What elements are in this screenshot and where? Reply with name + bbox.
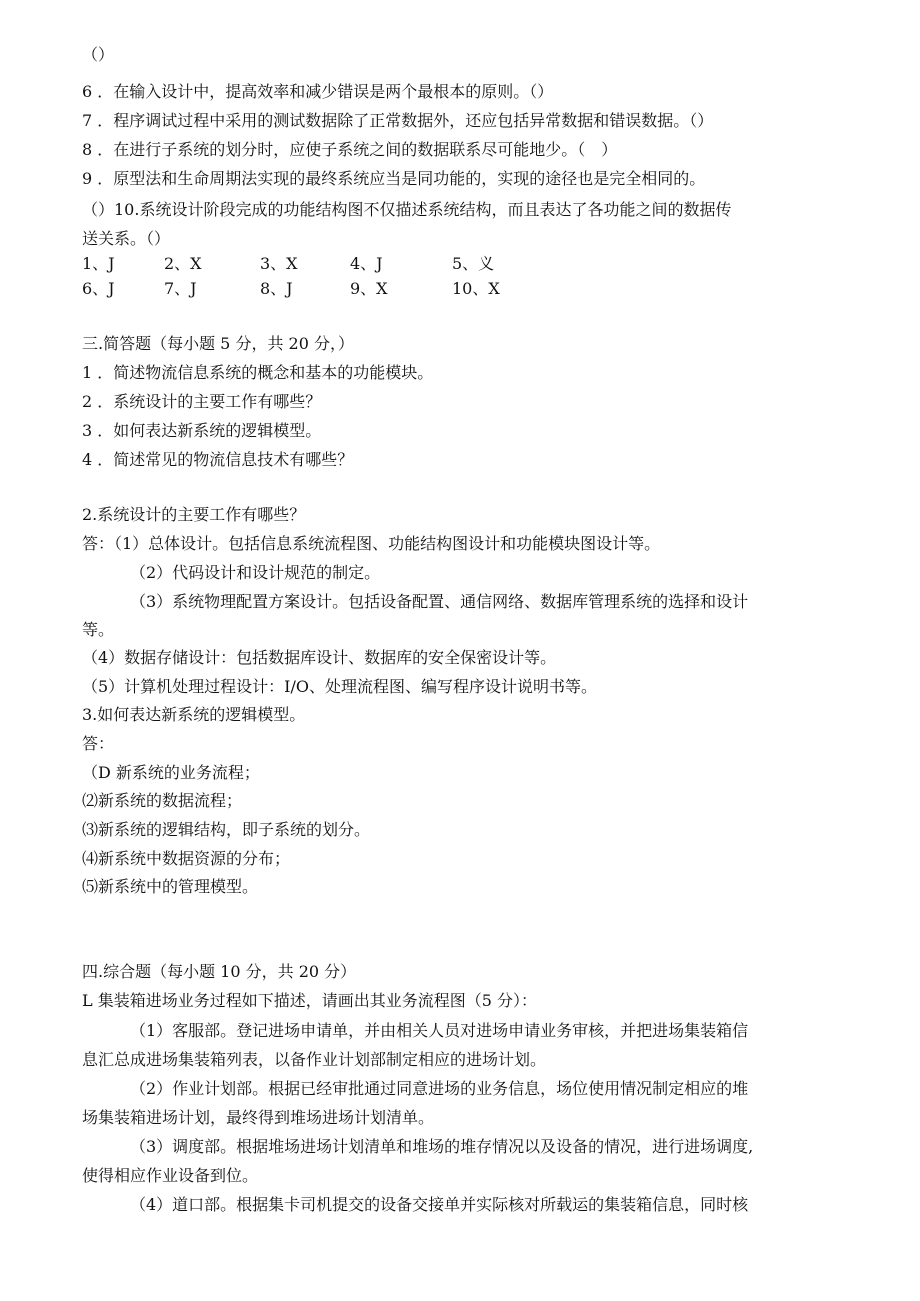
answer-2-title: 2.系统设计的主要工作有哪些？ (82, 505, 306, 524)
answer-1: 1、J (82, 254, 115, 273)
answer-2: 2、X (164, 254, 202, 273)
short-question-2: 2 ．系统设计的主要工作有哪些？ (82, 392, 322, 411)
process-2-line-2: 场集装箱进场计划，最终得到堆场进场计划清单。 (82, 1108, 435, 1127)
section-4-intro: L 集装箱进场业务过程如下描述，请画出其业务流程图（5 分）： (82, 991, 537, 1010)
answer-10: 10、X (452, 279, 500, 298)
short-question-1: 1 ．简述物流信息系统的概念和基本的功能模块。 (82, 363, 434, 382)
process-3-line-2: 使得相应作业设备到位。 (82, 1166, 259, 1185)
short-question-4: 4 ．简述常见的物流信息技术有哪些？ (82, 450, 354, 469)
answer-2-item-4: （4）数据存储设计：包括数据库设计、数据库的安全保密设计等。 (82, 648, 557, 667)
question-9: 9 ．原型法和生命周期法实现的最终系统应当是同功能的，实现的途径也是完全相同的。 (82, 169, 706, 188)
answer-2-item-1: 答：（1）总体设计。包括信息系统流程图、功能结构图设计和功能模块图设计等。 (82, 534, 661, 553)
answer-2-item-3: （3）系统物理配置方案设计。包括设备配置、通信网络、数据库管理系统的选择和设计 (130, 592, 749, 611)
answer-4: 4、J (350, 254, 383, 273)
process-2-line-1: （2）作业计划部。根据已经审批通过同意进场的业务信息，场位使用情况制定相应的堆 (130, 1079, 749, 1098)
short-question-3: 3 ．如何表达新系统的逻辑模型。 (82, 421, 322, 440)
question-10: （）10.系统设计阶段完成的功能结构图不仅描述系统结构，而且表达了各功能之间的数据传 (82, 200, 732, 219)
process-3-line-1: （3）调度部。根据堆场进场计划清单和堆场的堆存情况以及设备的情况，进行进场调度, (130, 1137, 754, 1156)
question-7: 7 ．程序调试过程中采用的测试数据除了正常数据外，还应包括异常数据和错误数据。（） (82, 111, 714, 130)
process-4-line-1: （4）道口部。根据集卡司机提交的设备交接单并实际核对所载运的集装箱信息，同时核 (130, 1195, 749, 1214)
answer-3-item-4: ⑷新系统中数据资源的分布； (82, 849, 291, 868)
question-6: 6 ．在输入设计中，提高效率和减少错误是两个最根本的原则。（） (82, 82, 554, 101)
answer-2-item-2: （2）代码设计和设计规范的制定。 (130, 563, 381, 582)
answer-5: 5、义 (452, 254, 495, 273)
answer-3-title: 3.如何表达新系统的逻辑模型。 (82, 705, 306, 724)
answer-2-item-5: （5）计算机处理过程设计：I/O、处理流程图、编写程序设计说明书等。 (82, 677, 598, 696)
answer-3-item-1: （D 新系统的业务流程； (82, 763, 260, 782)
answer-8: 8、J (260, 279, 293, 298)
answer-3-item-3: ⑶新系统的逻辑结构，即子系统的划分。 (82, 820, 371, 839)
answer-3: 3、X (260, 254, 298, 273)
answer-3-label: 答： (82, 734, 115, 753)
question-8: 8 ．在进行子系统的划分时，应使子系统之间的数据联系尽可能地少。（ ） (82, 140, 618, 159)
section-3-title: 三.简答题（每小题 5 分，共 20 分，） (82, 334, 354, 353)
answer-7: 7、J (164, 279, 197, 298)
process-1-line-1: （1）客服部。登记进场申请单，并由相关人员对进场申请业务审核，并把进场集装箱信 (130, 1021, 749, 1040)
answer-9: 9、X (350, 279, 388, 298)
process-1-line-2: 息汇总成进场集装箱列表，以备作业计划部制定相应的进场计划。 (82, 1050, 547, 1069)
question-10-cont: 送关系。（） (82, 229, 171, 248)
section-4-title: 四.综合题（每小题 10 分，共 20 分） (82, 962, 357, 981)
answer-3-item-2: ⑵新系统的数据流程； (82, 791, 243, 810)
bracket-line: （） (82, 45, 115, 64)
answer-3-item-5: ⑸新系统中的管理模型。 (82, 877, 259, 896)
answer-6: 6、J (82, 279, 115, 298)
answer-2-item-3-cont: 等。 (82, 620, 115, 639)
